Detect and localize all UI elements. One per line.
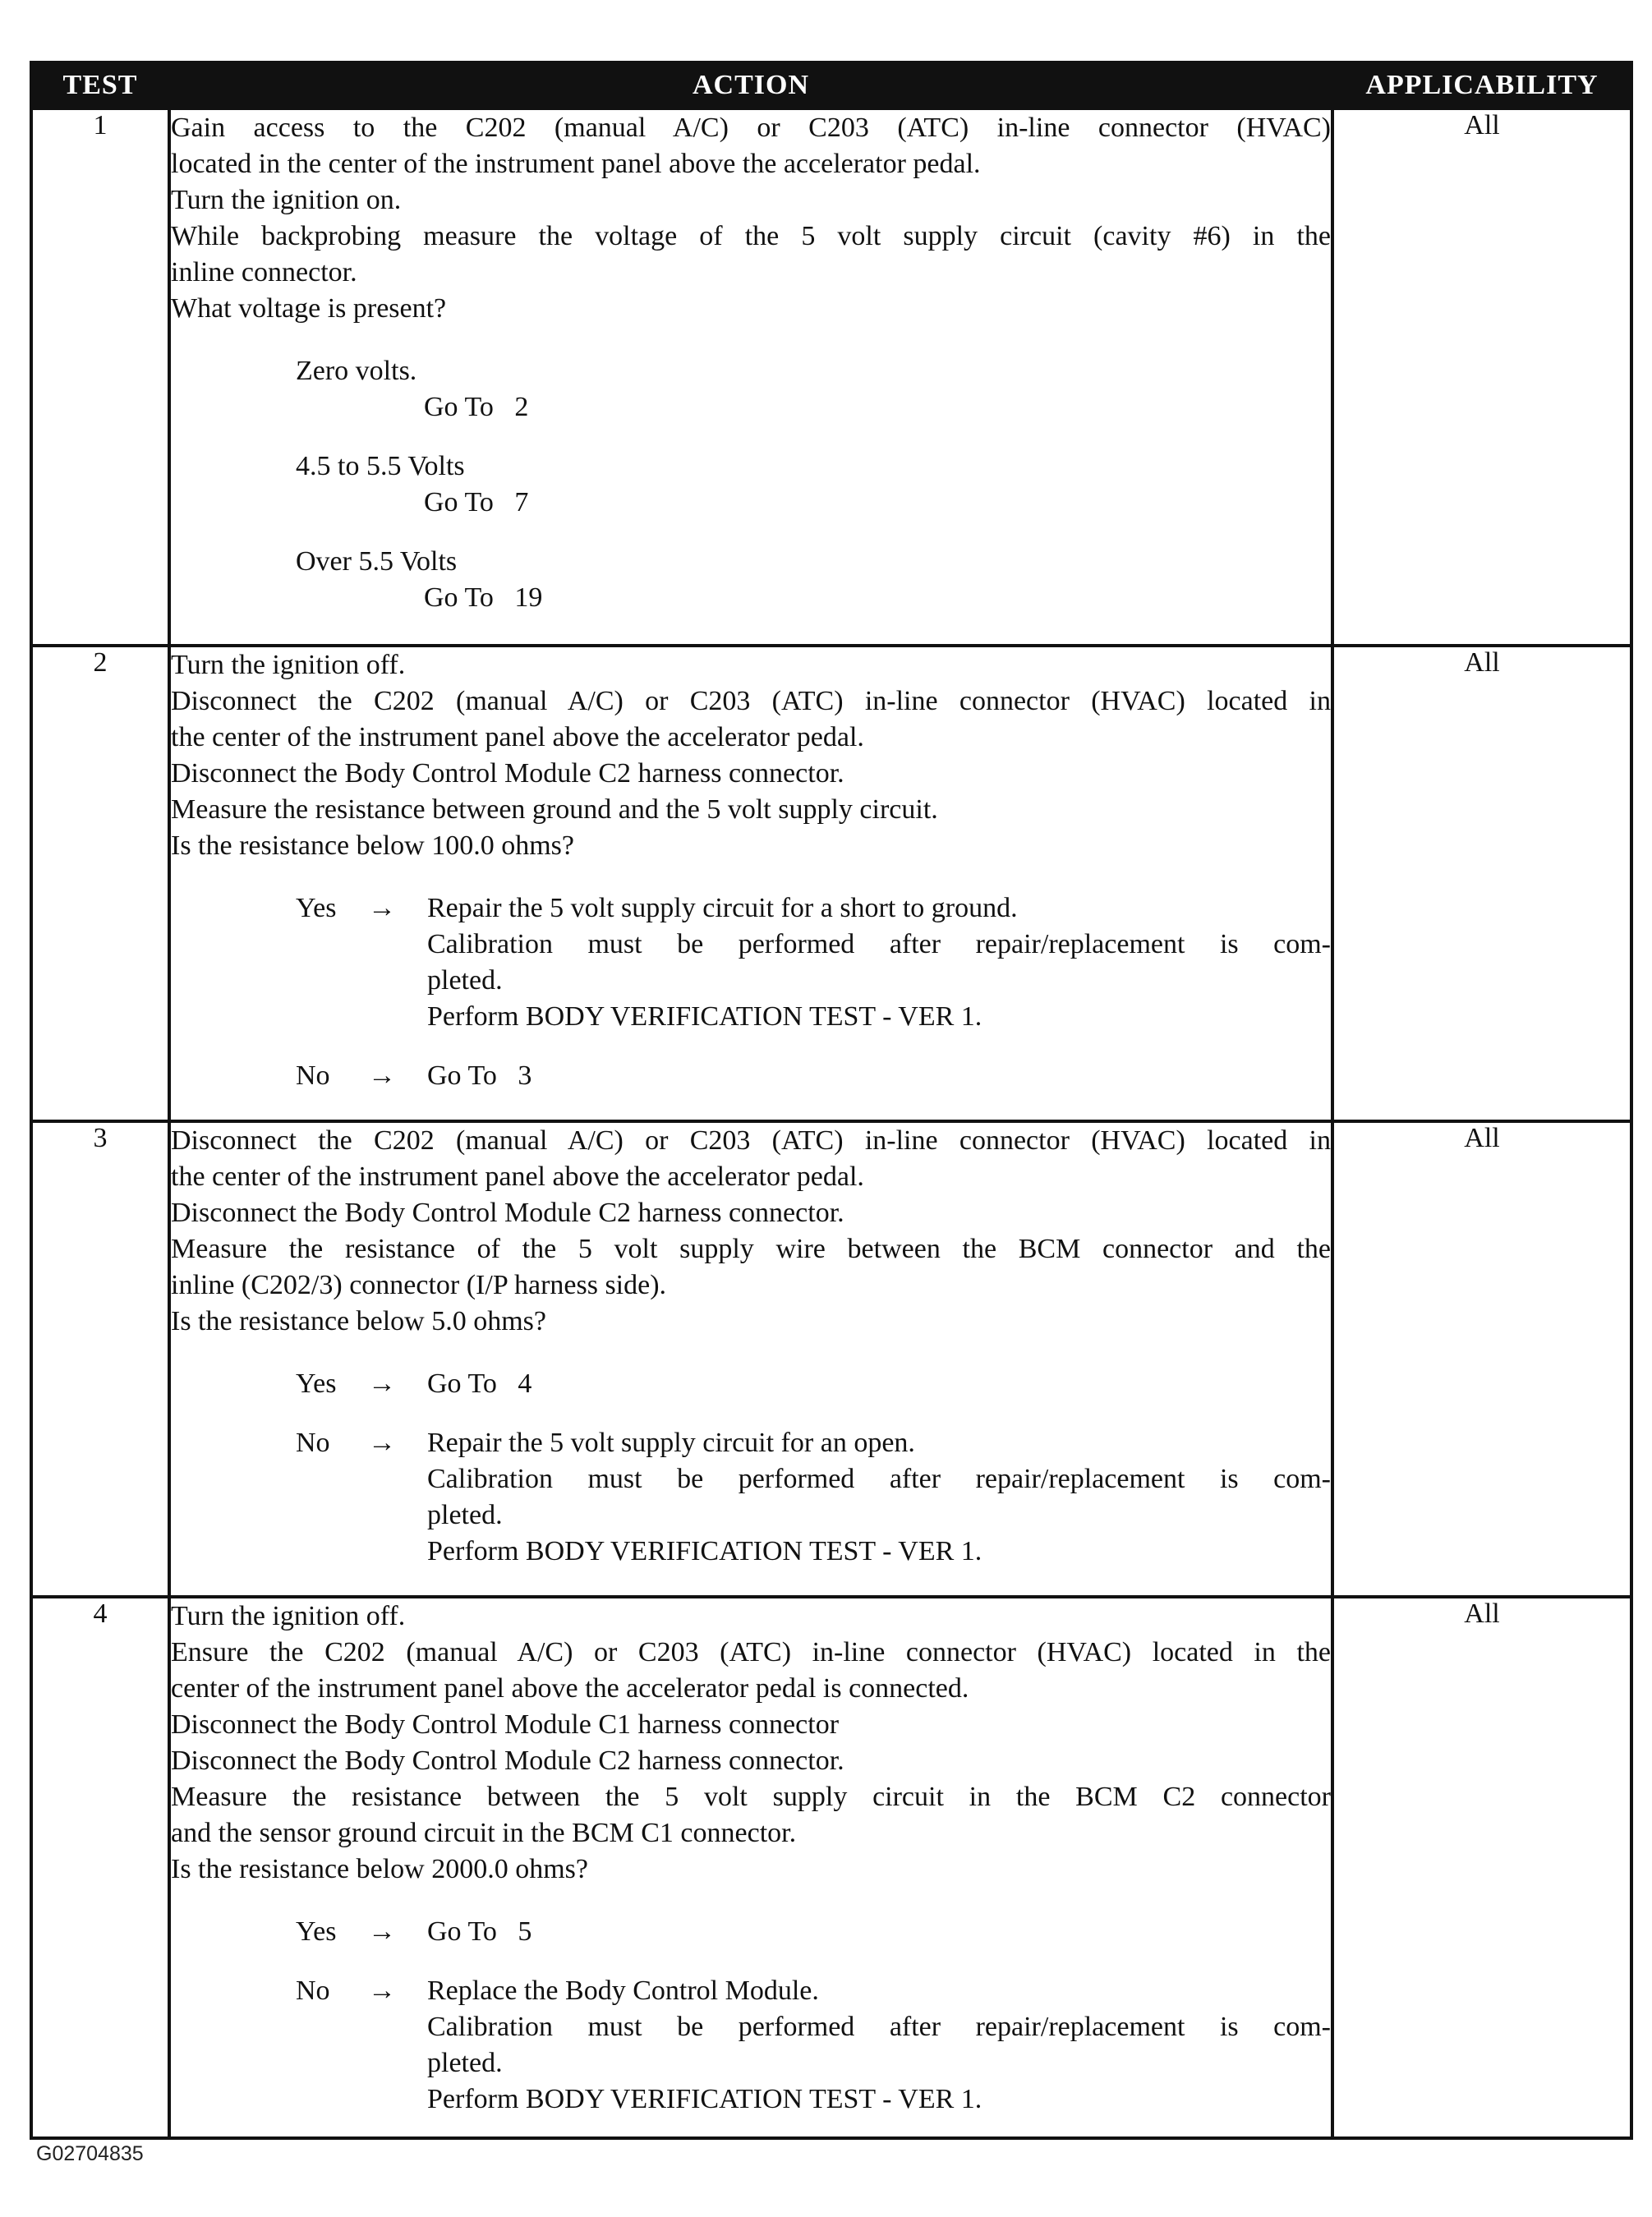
result-line: Go To 3 bbox=[427, 1060, 532, 1091]
result-line: Repair the 5 volt supply circuit for a short to ground. bbox=[427, 893, 1018, 923]
arrow-right-icon: → bbox=[368, 1368, 396, 1399]
action-line: What voltage is present? bbox=[171, 293, 447, 324]
test-row-3 bbox=[31, 1121, 1631, 1597]
result-line: pleted. bbox=[427, 2048, 503, 2078]
header-test: TEST bbox=[31, 62, 169, 108]
option-goto: Go To 7 bbox=[424, 487, 529, 517]
result-body bbox=[427, 890, 1331, 1035]
arrow-right-icon: → bbox=[368, 1976, 396, 2006]
header-row bbox=[31, 62, 1631, 108]
action-line: Measure the resistance between ground and the 5 volt supply circuit. bbox=[171, 794, 938, 825]
action-line: Measure the resistance between the 5 volt supply circuit in the BCM C2 connector bbox=[171, 1782, 1331, 1812]
action-cell bbox=[169, 1121, 1332, 1597]
result-label: No bbox=[296, 1976, 330, 2006]
action-line: Disconnect the C202 (manual A/C) or C203 (ATC) in-line connector (HVAC) located in bbox=[171, 686, 1331, 716]
test-number: 2 bbox=[31, 646, 169, 1121]
result-line: Go To 5 bbox=[427, 1916, 532, 1947]
result-yes bbox=[171, 1914, 1331, 1950]
result-body bbox=[427, 1058, 1331, 1094]
action-line: Disconnect the Body Control Module C2 harness connector. bbox=[171, 758, 844, 789]
result-no bbox=[171, 1425, 1331, 1570]
test-row-4 bbox=[31, 1597, 1631, 2138]
option-goto: Go To 19 bbox=[424, 582, 543, 613]
result-body bbox=[427, 1973, 1331, 2118]
result-body bbox=[427, 1914, 1331, 1950]
action-line: Turn the ignition on. bbox=[171, 185, 402, 215]
result-line: Perform BODY VERIFICATION TEST - VER 1. bbox=[427, 2084, 982, 2114]
action-line: Is the resistance below 100.0 ohms? bbox=[171, 830, 574, 861]
result-line: Calibration must be performed after repair/replacement is com- bbox=[427, 2012, 1331, 2042]
result-yes bbox=[171, 1366, 1331, 1402]
result-body bbox=[427, 1425, 1331, 1570]
action-line: Ensure the C202 (manual A/C) or C203 (ATC) in-line connector (HVAC) located in the bbox=[171, 1637, 1331, 1667]
action-line: located in the center of the instrument panel above the accelerator pedal. bbox=[171, 149, 981, 179]
result-body bbox=[427, 1366, 1331, 1402]
test-row-2 bbox=[31, 646, 1631, 1121]
test-number: 3 bbox=[31, 1121, 169, 1597]
action-line: Is the resistance below 2000.0 ohms? bbox=[171, 1854, 588, 1884]
result-label: Yes bbox=[296, 1916, 337, 1947]
result-line: Go To 4 bbox=[427, 1368, 532, 1399]
action-line: Turn the ignition off. bbox=[171, 650, 406, 680]
result-line: Perform BODY VERIFICATION TEST - VER 1. bbox=[427, 1001, 982, 1032]
option-goto: Go To 2 bbox=[424, 392, 529, 422]
result-line: Calibration must be performed after repair/replacement is com- bbox=[427, 1464, 1331, 1494]
test-number: 1 bbox=[31, 108, 169, 646]
applicability-value: All bbox=[1332, 1121, 1631, 1597]
figure-code: G02704835 bbox=[36, 2142, 144, 2165]
action-line: center of the instrument panel above the accelerator pedal is connected. bbox=[171, 1673, 969, 1704]
applicability-value: All bbox=[1332, 1597, 1631, 2138]
result-yes bbox=[171, 890, 1331, 1035]
action-line: Turn the ignition off. bbox=[171, 1601, 406, 1631]
result-line: Repair the 5 volt supply circuit for an open. bbox=[427, 1428, 915, 1458]
answer-option bbox=[171, 353, 1331, 425]
action-line: inline (C202/3) connector (I/P harness side). bbox=[171, 1270, 667, 1300]
option-label: Over 5.5 Volts bbox=[296, 546, 458, 577]
action-line: Is the resistance below 5.0 ohms? bbox=[171, 1306, 546, 1336]
arrow-right-icon: → bbox=[368, 1428, 396, 1458]
arrow-right-icon: → bbox=[368, 1916, 396, 1947]
action-line: Disconnect the C202 (manual A/C) or C203 (ATC) in-line connector (HVAC) located in bbox=[171, 1125, 1331, 1156]
action-cell bbox=[169, 1597, 1332, 2138]
result-line: Replace the Body Control Module. bbox=[427, 1976, 819, 2006]
action-line: the center of the instrument panel above the accelerator pedal. bbox=[171, 722, 864, 752]
result-line: Perform BODY VERIFICATION TEST - VER 1. bbox=[427, 1536, 982, 1566]
result-label: No bbox=[296, 1060, 330, 1091]
action-line: Disconnect the Body Control Module C2 harness connector. bbox=[171, 1746, 844, 1776]
action-line: Gain access to the C202 (manual A/C) or C203 (ATC) in-line connector (HVAC) bbox=[171, 113, 1331, 143]
result-line: Calibration must be performed after repair/replacement is com- bbox=[427, 929, 1331, 959]
action-cell bbox=[169, 108, 1332, 646]
diagnostic-test-table bbox=[30, 61, 1633, 2140]
applicability-value: All bbox=[1332, 646, 1631, 1121]
option-label: 4.5 to 5.5 Volts bbox=[296, 451, 465, 481]
action-line: and the sensor ground circuit in the BCM C1 connector. bbox=[171, 1818, 797, 1848]
action-line: Measure the resistance of the 5 volt supply wire between the BCM connector and the bbox=[171, 1234, 1331, 1264]
result-label: No bbox=[296, 1428, 330, 1458]
header-applicability: APPLICABILITY bbox=[1332, 62, 1631, 108]
arrow-right-icon: → bbox=[368, 1060, 396, 1091]
answer-option bbox=[171, 544, 1331, 616]
option-label: Zero volts. bbox=[296, 356, 417, 386]
action-line: Disconnect the Body Control Module C2 harness connector. bbox=[171, 1198, 844, 1228]
result-no bbox=[171, 1058, 1331, 1094]
arrow-right-icon: → bbox=[368, 893, 396, 923]
result-line: pleted. bbox=[427, 965, 503, 996]
answer-option bbox=[171, 448, 1331, 521]
result-line: pleted. bbox=[427, 1500, 503, 1530]
action-line: Disconnect the Body Control Module C1 harness connector bbox=[171, 1709, 840, 1740]
test-row-1 bbox=[31, 108, 1631, 646]
result-label: Yes bbox=[296, 893, 337, 923]
action-line: inline connector. bbox=[171, 257, 357, 287]
header-action: ACTION bbox=[169, 62, 1332, 108]
result-label: Yes bbox=[296, 1368, 337, 1399]
action-line: While backprobing measure the voltage of the 5 volt supply circuit (cavity #6) in the bbox=[171, 221, 1331, 251]
result-no bbox=[171, 1973, 1331, 2118]
applicability-value: All bbox=[1332, 108, 1631, 646]
action-line: the center of the instrument panel above the accelerator pedal. bbox=[171, 1161, 864, 1192]
action-cell bbox=[169, 646, 1332, 1121]
test-number: 4 bbox=[31, 1597, 169, 2138]
